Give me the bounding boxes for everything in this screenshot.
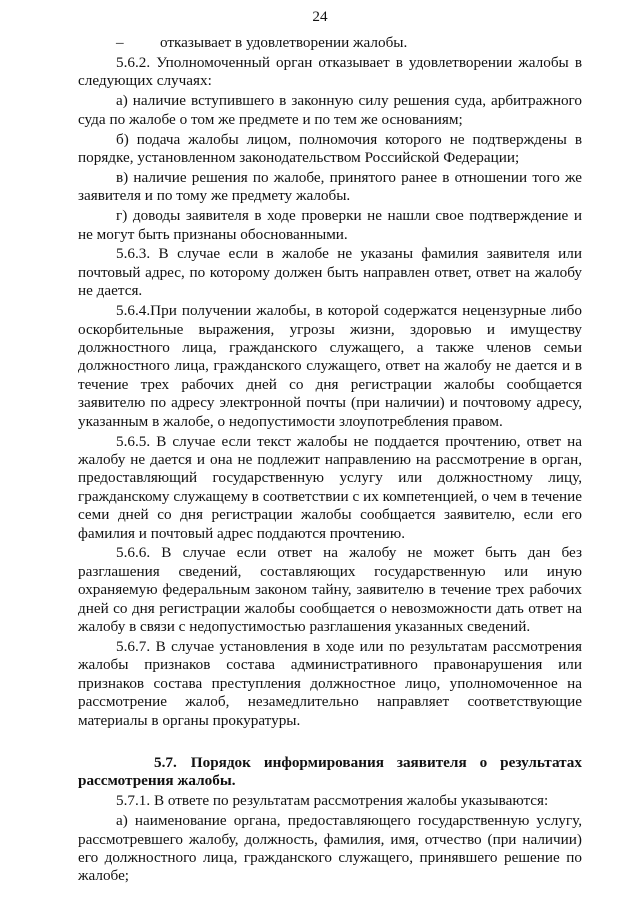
clause-5-6-5: 5.6.5. В случае если текст жалобы не поддается прочтению, ответ на жалобу не дается и она не подлежит направлению на рассмотрение в орган, предоставляющий государственную услугу или должностному лицу, гражданскому служащему в соответствии с их компетенцией, о чем в течение семи дней со дня регистрации жалобы сообщается заявителю, если его фамилия и почтовый адрес поддаются прочтению.: [78, 432, 582, 542]
dash-marker: –: [116, 34, 124, 51]
item-g-unfounded: г) доводы заявителя в ходе проверки не нашли свое подтверждение и не могут быть признаны обоснованными.: [78, 207, 582, 243]
clause-5-6-4: 5.6.4.При получении жалобы, в которой содержатся нецензурные либо оскорбительные выражения, угрозы жизни, здоровью и имуществу должностного лица, гражданского служащего, а также членов семьи должностного лица, гражданского служащего, ответ на жалобу не дается и в течение трех рабочих дней со дня регистрации жалобы сообщается заявителю по адресу электронной почты (при наличии) и почтовому адресу, указанным в жалобе, о недопустимости злоупотребления правом.: [78, 302, 582, 430]
clause-5-6-2: 5.6.2. Уполномоченный орган отказывает в удовлетворении жалобы в следующих случаях:: [78, 53, 582, 90]
dash-text: отказывает в удовлетворении жалобы.: [160, 34, 408, 51]
clause-5-7-1: 5.7.1. В ответе по результатам рассмотрения жалобы указываются:: [116, 792, 549, 810]
section-number: 5.7.: [154, 754, 177, 772]
clause-5-6-7: 5.6.7. В случае установления в ходе или по результатам рассмотрения жалобы признаков состава административного правонарушения или признаков состава преступления должностное лицо, уполномоченное на рассмотрение жалоб, незамедлительно направляет соответствующие материалы в органы прокуратуры.: [78, 638, 582, 729]
document-body: [78, 34, 582, 887]
clause-5-6-6: 5.6.6. В случае если ответ на жалобу не может быть дан без разглашения сведений, составляющих государственную или иную охраняемую федеральным законом тайну, заявителю в течение трех рабочих дней со дня регистрации жалобы сообщается о невозможности дать ответ на жалобу в связи с недопустимостью разглашения указанных сведений.: [78, 544, 582, 636]
item-v-prior-decision: в) наличие решения по жалобе, принятого ранее в отношении того же заявителя и по тому же предмету жалобы.: [78, 168, 582, 205]
dash-item: [78, 34, 582, 52]
item-b-no-authority: б) подача жалобы лицом, полномочия которого не подтверждены в порядке, установленном законодательством Российской Федерации;: [78, 130, 582, 166]
item-a-organ-name: а) наименование органа, предоставляющего государственную услугу, рассмотревшего жалобу, должность, фамилия, имя, отчество (при наличии) его должностного лица, гражданского служащего, принявшего решение по жалобе;: [78, 812, 582, 885]
item-a-court-decision: а) наличие вступившего в законную силу решения суда, арбитражного суда по жалобе о том же предмете и по тем же основаниям;: [78, 92, 582, 128]
clause-5-6-3: 5.6.3. В случае если в жалобе не указаны фамилия заявителя или почтовый адрес, по которому должен быть направлен ответ, ответ на жалобу не дается.: [78, 245, 582, 300]
section-title: Порядок информирования заявителя о результатах рассмотрения жалобы.: [78, 754, 582, 790]
page-number: 24: [312, 8, 328, 25]
section-heading-5-7: [78, 754, 582, 791]
